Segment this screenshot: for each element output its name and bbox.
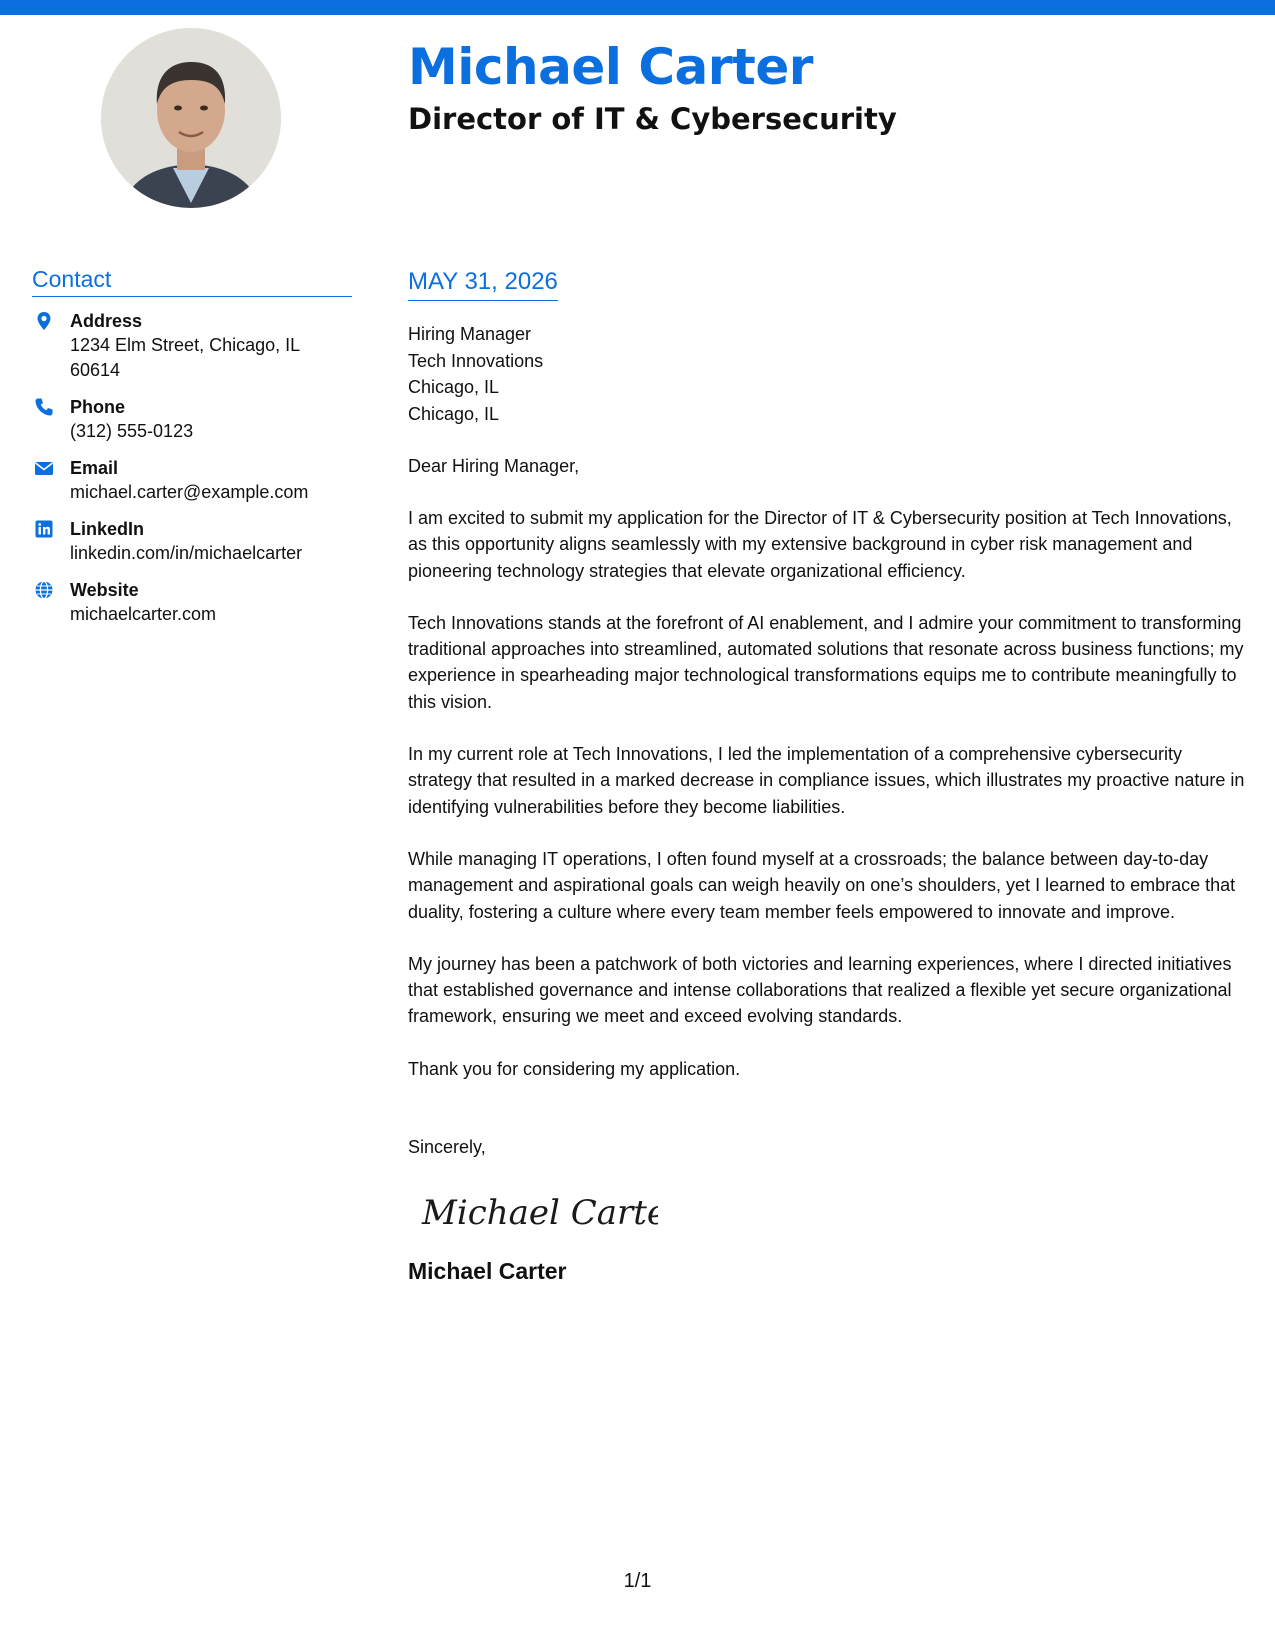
- portrait-image: [101, 28, 281, 208]
- contact-sidebar: [32, 266, 352, 627]
- address-label: Address: [70, 311, 143, 331]
- closing: Sincerely,: [408, 1137, 486, 1158]
- contact-phone: [32, 395, 352, 444]
- recipient-line: Chicago, IL: [408, 377, 500, 397]
- contact-heading: Contact: [32, 266, 352, 297]
- paragraph: Tech Innovations stands at the forefront of AI enablement, and I admire your commitment to transforming traditional approaches into streamlined, automated solutions that resonate across business functions; my experience in spearheading major technological transformations equips me to contribute meaningfully to this vision.: [408, 612, 1244, 712]
- recipient-line: Hiring Manager: [408, 324, 532, 344]
- greeting: Dear Hiring Manager,: [408, 456, 580, 476]
- contact-email: [32, 456, 352, 505]
- contact-linkedin: [32, 517, 352, 566]
- profile-photo: [101, 28, 281, 208]
- paragraph: While managing IT operations, I often found myself at a crossroads; the balance between day-to-day management and aspirational goals can weigh heavily on one’s shoulders, yet I learned to embrace that duality, fostering a culture where every team member feels empowered to innovate and improve.: [408, 848, 1236, 922]
- top-accent-bar: [0, 0, 1275, 15]
- signature-text: Michael Carter: [422, 1193, 658, 1234]
- paragraph: I am excited to submit my application for the Director of IT & Cybersecurity position at Tech Innovations, as this opportunity aligns seamlessly with my extensive background in cyber risk management and pioneering technology strategies that elevate organizational efficiency.: [408, 508, 1232, 581]
- phone-value[interactable]: (312) 555-0123: [70, 421, 194, 441]
- linkedin-value[interactable]: linkedin.com/in/michaelcarter: [70, 543, 303, 563]
- website-label: Website: [70, 580, 139, 600]
- linkedin-label: LinkedIn: [70, 519, 145, 539]
- contact-website: [32, 578, 352, 627]
- website-value[interactable]: michaelcarter.com: [70, 604, 217, 624]
- recipient-block: [408, 321, 1248, 427]
- email-icon: [34, 458, 54, 478]
- applicant-title: Director of IT & Cybersecurity: [408, 102, 897, 136]
- phone-icon: [34, 397, 54, 417]
- page-number: 1/1: [623, 1570, 652, 1592]
- letter-body: [408, 268, 1248, 1285]
- linkedin-icon: [34, 519, 54, 539]
- recipient-line: Tech Innovations: [408, 350, 544, 371]
- email-value[interactable]: michael.carter@example.com: [70, 482, 309, 502]
- address-value: 1234 Elm Street, Chicago, IL 60614: [70, 335, 300, 380]
- contact-address: [32, 309, 352, 383]
- paragraph: In my current role at Tech Innovations, I led the implementation of a comprehensive cybersecurity strategy that resulted in a marked decrease in compliance issues, which illustrates my proactive nature in identifying vulnerabilities before they become liabilities.: [408, 744, 1245, 817]
- phone-label: Phone: [70, 397, 126, 417]
- email-label: Email: [70, 458, 119, 478]
- paragraph: Thank you for considering my application.: [408, 1058, 741, 1079]
- map-pin-icon: [34, 311, 54, 331]
- signature-image: [418, 1182, 658, 1242]
- letter-date: MAY 31, 2026: [408, 268, 558, 301]
- signer-name: Michael Carter: [408, 1258, 567, 1285]
- globe-icon: [34, 580, 54, 600]
- applicant-name: Michael Carter: [408, 38, 813, 96]
- handwritten-signature: [418, 1182, 1248, 1242]
- paragraph: My journey has been a patchwork of both victories and learning experiences, where I directed initiatives that established governance and intense collaborations that realized a flexible yet secure organizational framework, ensuring we meet and exceed evolving standards.: [408, 953, 1232, 1027]
- recipient-line: Chicago, IL: [408, 403, 500, 424]
